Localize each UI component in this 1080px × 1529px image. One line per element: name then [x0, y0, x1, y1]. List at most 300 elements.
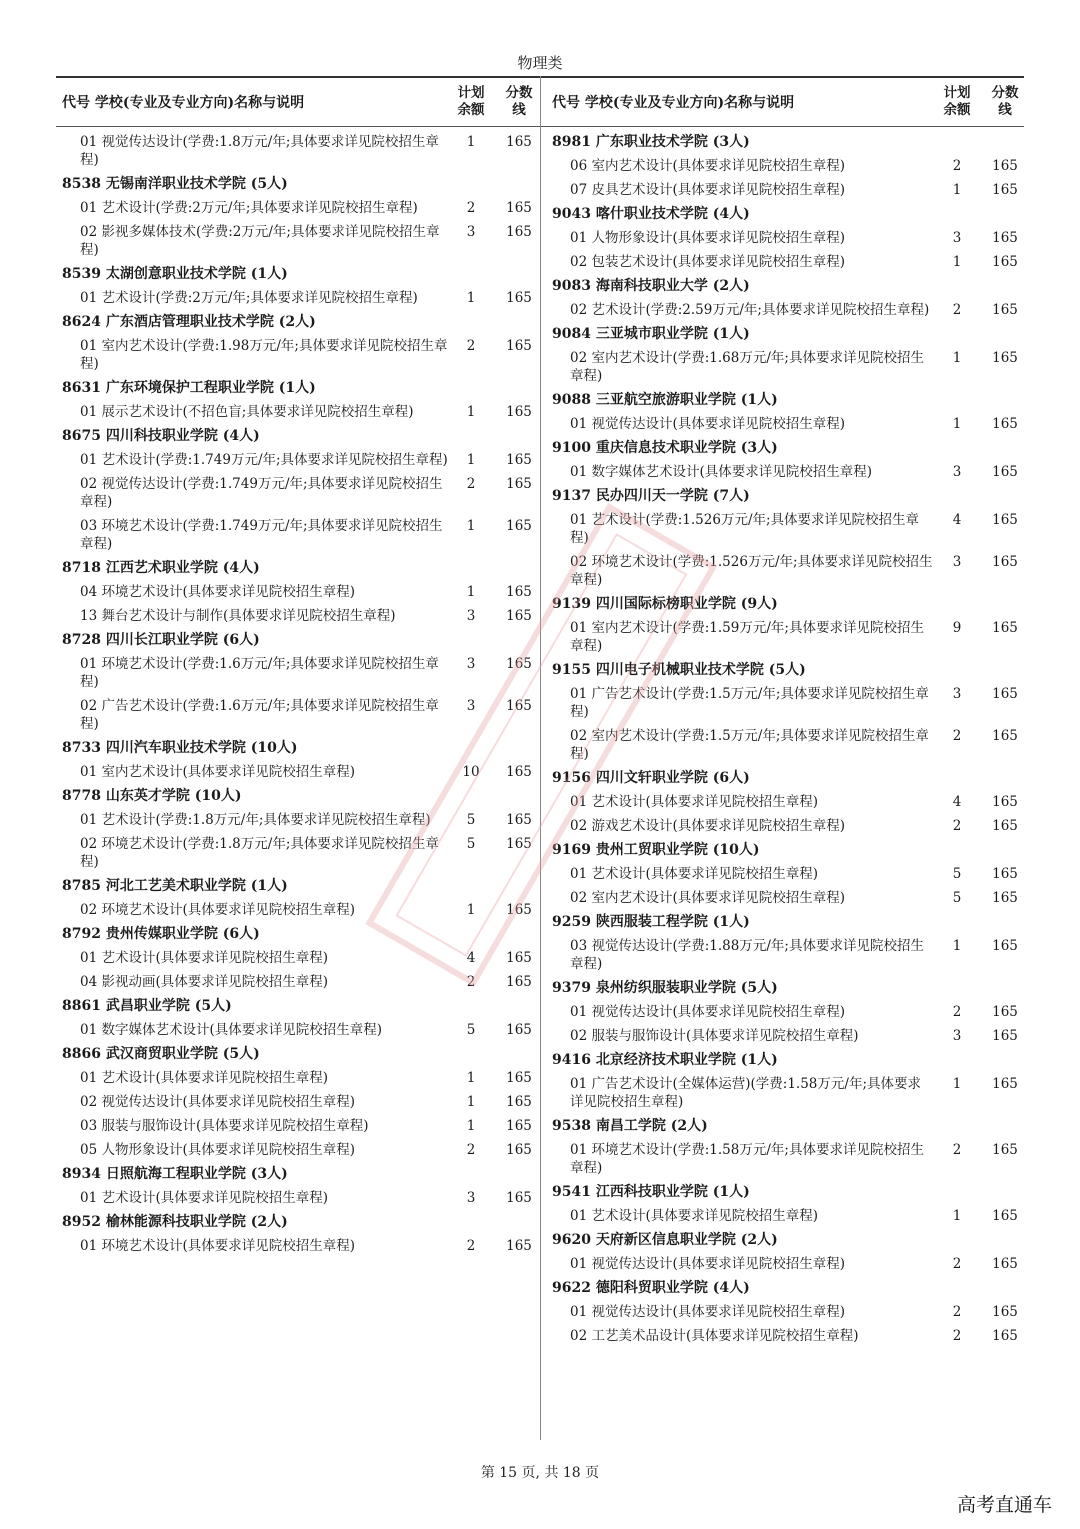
- major-score: 165: [506, 404, 532, 420]
- school-name: 四川文轩职业学院: [595, 770, 708, 786]
- major-title: 艺术设计(具体要求详见院校招生章程): [591, 866, 819, 882]
- major-row: [62, 604, 536, 628]
- school-header: [552, 274, 1022, 298]
- school-name: 德阳科贸职业学院: [595, 1280, 708, 1296]
- school-count: (5人): [250, 176, 288, 192]
- major-name: [62, 1189, 454, 1207]
- major-code: 01: [570, 230, 588, 246]
- major-score: 165: [992, 620, 1018, 636]
- major-code: 01: [570, 1004, 588, 1020]
- major-plan: 3: [466, 698, 476, 714]
- major-name: [552, 793, 940, 811]
- major-code: 02: [570, 350, 588, 366]
- table-header-left: [62, 80, 536, 124]
- major-row: [62, 334, 536, 376]
- school-count: (4人): [222, 560, 260, 576]
- major-score: 165: [506, 764, 532, 780]
- major-row: [552, 154, 1022, 178]
- major-score: 165: [506, 812, 532, 828]
- school-code: 9100: [552, 440, 591, 456]
- major-name: [552, 1141, 940, 1177]
- school-code: 9538: [552, 1118, 591, 1134]
- school-name: 三亚航空旅游职业学院: [595, 392, 736, 408]
- school-code: 8861: [62, 998, 101, 1014]
- major-title: 室内艺术设计(具体要求详见院校招生章程): [101, 764, 356, 780]
- major-row: [552, 862, 1022, 886]
- major-title: 环境艺术设计(具体要求详见院校招生章程): [101, 1238, 356, 1254]
- major-code: 02: [80, 836, 98, 852]
- major-name: [62, 949, 454, 967]
- major-row: [62, 760, 536, 784]
- major-plan: 10: [462, 764, 480, 780]
- major-name: [62, 1069, 454, 1087]
- major-title: 视觉传达设计(学费:1.749万元/年;具体要求详见院校招生章程): [80, 476, 443, 510]
- school-code: 9083: [552, 278, 591, 294]
- major-row: [62, 1138, 536, 1162]
- column-divider: [540, 76, 541, 1440]
- major-title: 服装与服饰设计(具体要求详见院校招生章程): [101, 1118, 369, 1134]
- major-name: [62, 403, 454, 421]
- major-code: 02: [570, 302, 588, 318]
- major-row: [62, 580, 536, 604]
- major-title: 影视动画(具体要求详见院校招生章程): [101, 974, 329, 990]
- major-plan: 2: [466, 974, 476, 990]
- major-name: [552, 1027, 940, 1045]
- school-header: [552, 838, 1022, 862]
- major-name: [552, 253, 940, 271]
- major-title: 视觉传达设计(具体要求详见院校招生章程): [591, 1004, 846, 1020]
- school-header: [62, 736, 536, 760]
- major-score: 165: [506, 1094, 532, 1110]
- major-title: 视觉传达设计(学费:1.88万元/年;具体要求详见院校招生章程): [570, 938, 924, 972]
- school-count: (3人): [250, 1166, 288, 1182]
- major-plan: 3: [466, 1190, 476, 1206]
- major-name: [62, 289, 454, 307]
- major-name: [552, 463, 940, 481]
- major-name: [62, 655, 454, 691]
- school-header: [62, 424, 536, 448]
- major-title: 环境艺术设计(学费:1.526万元/年;具体要求详见院校招生章程): [570, 554, 933, 588]
- school-count: (1人): [712, 326, 750, 342]
- major-name: [62, 1237, 454, 1255]
- major-code: 02: [80, 224, 98, 240]
- major-score: 165: [506, 290, 532, 306]
- major-score: 165: [506, 902, 532, 918]
- major-title: 艺术设计(学费:1.8万元/年;具体要求详见院校招生章程): [101, 812, 431, 828]
- school-name: 泉州纺织服装职业学院: [595, 980, 736, 996]
- school-header: [62, 874, 536, 898]
- major-code: 02: [80, 476, 98, 492]
- major-plan: 5: [466, 1022, 476, 1038]
- major-row: [552, 226, 1022, 250]
- major-plan: 2: [466, 338, 476, 354]
- major-score: 165: [506, 974, 532, 990]
- school-name: 武汉商贸职业学院: [105, 1046, 218, 1062]
- major-code: 01: [80, 1022, 98, 1038]
- major-plan: 9: [952, 620, 962, 636]
- major-plan: 3: [466, 608, 476, 624]
- major-plan: 3: [466, 224, 476, 240]
- major-score: 165: [992, 1256, 1018, 1272]
- school-header: [62, 922, 536, 946]
- major-title: 艺术设计(学费:1.526万元/年;具体要求详见院校招生章程): [570, 512, 920, 546]
- school-name: 广东酒店管理职业技术学院: [105, 314, 274, 330]
- school-code: 9043: [552, 206, 591, 222]
- major-row: [552, 346, 1022, 388]
- major-score: 165: [506, 836, 532, 852]
- major-code: 01: [570, 1142, 588, 1158]
- major-title: 艺术设计(学费:2万元/年;具体要求详见院校招生章程): [101, 200, 418, 216]
- major-row: [62, 400, 536, 424]
- major-title: 室内艺术设计(学费:1.5万元/年;具体要求详见院校招生章程): [570, 728, 929, 762]
- major-row: [552, 616, 1022, 658]
- major-plan: 2: [466, 1142, 476, 1158]
- major-row: [552, 1204, 1022, 1228]
- major-row: [552, 298, 1022, 322]
- major-row: [62, 898, 536, 922]
- major-score: 165: [992, 1028, 1018, 1044]
- major-score: 165: [506, 584, 532, 600]
- school-code: 8934: [62, 1166, 101, 1182]
- major-plan: 1: [466, 902, 476, 918]
- major-score: 165: [992, 794, 1018, 810]
- major-row: [62, 946, 536, 970]
- major-title: 视觉传达设计(具体要求详见院校招生章程): [101, 1094, 356, 1110]
- school-name: 广东环境保护工程职业学院: [105, 380, 274, 396]
- school-count: (6人): [222, 926, 260, 942]
- school-name: 无锡南洋职业技术学院: [105, 176, 246, 192]
- major-code: 01: [80, 812, 98, 828]
- major-code: 07: [570, 182, 588, 198]
- school-name: 天府新区信息职业学院: [595, 1232, 736, 1248]
- school-code: 8631: [62, 380, 101, 396]
- major-name: [552, 685, 940, 721]
- school-count: (6人): [712, 770, 750, 786]
- major-title: 艺术设计(具体要求详见院校招生章程): [591, 1208, 819, 1224]
- header-plan: 计划余额: [457, 85, 485, 118]
- major-score: 165: [992, 464, 1018, 480]
- school-header: [552, 436, 1022, 460]
- school-code: 8733: [62, 740, 101, 756]
- major-score: 165: [506, 518, 532, 534]
- major-name: [62, 901, 454, 919]
- school-header: [62, 556, 536, 580]
- major-title: 包装艺术设计(具体要求详见院校招生章程): [591, 254, 846, 270]
- school-header: [62, 172, 536, 196]
- school-name: 海南科技职业大学: [595, 278, 708, 294]
- major-plan: 3: [466, 656, 476, 672]
- school-header: [552, 484, 1022, 508]
- school-code: 9379: [552, 980, 591, 996]
- major-score: 165: [992, 554, 1018, 570]
- major-code: 03: [80, 1118, 98, 1134]
- major-row: [62, 130, 536, 172]
- school-name: 重庆信息技术职业学院: [595, 440, 736, 456]
- major-plan: 1: [466, 134, 476, 150]
- school-header: [552, 976, 1022, 1000]
- major-row: [552, 682, 1022, 724]
- major-plan: 5: [466, 836, 476, 852]
- school-code: 8785: [62, 878, 101, 894]
- major-name: [62, 1093, 454, 1111]
- major-plan: 2: [466, 1238, 476, 1254]
- major-title: 工艺美术品设计(具体要求详见院校招生章程): [591, 1328, 859, 1344]
- school-header: [62, 628, 536, 652]
- major-row: [62, 220, 536, 262]
- major-title: 艺术设计(具体要求详见院校招生章程): [591, 794, 819, 810]
- major-name: [552, 157, 940, 175]
- major-name: [552, 727, 940, 763]
- major-row: [62, 196, 536, 220]
- school-name: 江西艺术职业学院: [105, 560, 218, 576]
- major-plan: 2: [952, 1142, 962, 1158]
- major-name: [552, 1075, 940, 1111]
- major-score: 165: [992, 512, 1018, 528]
- major-score: 165: [506, 134, 532, 150]
- major-title: 数字媒体艺术设计(具体要求详见院校招生章程): [101, 1022, 383, 1038]
- major-name: [62, 763, 454, 781]
- major-score: 165: [992, 230, 1018, 246]
- major-row: [62, 652, 536, 694]
- major-score: 165: [506, 200, 532, 216]
- major-plan: 1: [952, 1208, 962, 1224]
- major-row: [552, 1252, 1022, 1276]
- major-title: 影视多媒体技术(学费:2万元/年;具体要求详见院校招生章程): [80, 224, 440, 258]
- school-count: (10人): [712, 842, 760, 858]
- major-code: 01: [80, 290, 98, 306]
- major-title: 游戏艺术设计(具体要求详见院校招生章程): [591, 818, 846, 834]
- school-count: (6人): [222, 632, 260, 648]
- school-code: 8624: [62, 314, 101, 330]
- major-name: [62, 451, 454, 469]
- school-count: (4人): [712, 206, 750, 222]
- school-count: (3人): [740, 440, 778, 456]
- major-row: [62, 1090, 536, 1114]
- major-score: 165: [506, 656, 532, 672]
- major-name: [62, 337, 454, 373]
- major-title: 室内艺术设计(学费:1.68万元/年;具体要求详见院校招生章程): [570, 350, 924, 384]
- school-code: 9622: [552, 1280, 591, 1296]
- major-row: [62, 448, 536, 472]
- school-name: 民办四川天一学院: [595, 488, 708, 504]
- school-name: 北京经济技术职业学院: [595, 1052, 736, 1068]
- school-header: [552, 1048, 1022, 1072]
- school-header: [552, 322, 1022, 346]
- major-plan: 2: [952, 728, 962, 744]
- major-code: 02: [80, 1094, 98, 1110]
- major-plan: 5: [952, 890, 962, 906]
- school-header: [552, 202, 1022, 226]
- major-plan: 1: [466, 1070, 476, 1086]
- major-row: [552, 250, 1022, 274]
- major-plan: 3: [952, 230, 962, 246]
- major-name: [552, 181, 940, 199]
- school-name: 喀什职业技术学院: [595, 206, 708, 222]
- major-plan: 2: [466, 476, 476, 492]
- major-score: 165: [992, 416, 1018, 432]
- major-score: 165: [992, 158, 1018, 174]
- major-score: 165: [506, 1022, 532, 1038]
- school-header: [552, 592, 1022, 616]
- school-header: [552, 130, 1022, 154]
- page-title: 物理类: [517, 54, 563, 72]
- major-code: 01: [570, 866, 588, 882]
- major-code: 01: [570, 416, 588, 432]
- school-name: 陕西服装工程学院: [595, 914, 708, 930]
- school-count: (4人): [222, 428, 260, 444]
- major-name: [552, 511, 940, 547]
- major-code: 01: [80, 338, 98, 354]
- school-header: [552, 1276, 1022, 1300]
- major-row: [62, 832, 536, 874]
- major-score: 165: [992, 302, 1018, 318]
- major-title: 视觉传达设计(具体要求详见院校招生章程): [591, 1304, 846, 1320]
- school-header: [552, 910, 1022, 934]
- school-header: [62, 376, 536, 400]
- major-code: 04: [80, 584, 98, 600]
- school-name: 榆林能源科技职业学院: [105, 1214, 246, 1230]
- major-code: 01: [570, 620, 588, 636]
- school-header: [552, 1228, 1022, 1252]
- major-name: [552, 865, 940, 883]
- major-name: [552, 1303, 940, 1321]
- major-score: 165: [506, 1238, 532, 1254]
- major-code: 01: [570, 794, 588, 810]
- major-score: 165: [506, 476, 532, 492]
- school-name: 河北工艺美术职业学院: [105, 878, 246, 894]
- major-row: [62, 1066, 536, 1090]
- major-plan: 2: [466, 200, 476, 216]
- major-name: [62, 1117, 454, 1135]
- major-title: 广告艺术设计(学费:1.6万元/年;具体要求详见院校招生章程): [80, 698, 439, 732]
- major-plan: 4: [466, 950, 476, 966]
- major-row: [552, 550, 1022, 592]
- major-score: 165: [992, 866, 1018, 882]
- school-name: 太湖创意职业技术学院: [105, 266, 246, 282]
- major-title: 皮具艺术设计(具体要求详见院校招生章程): [591, 182, 846, 198]
- major-row: [62, 970, 536, 994]
- major-plan: 1: [466, 584, 476, 600]
- school-count: (9人): [740, 596, 778, 612]
- header-plan: 计划余额: [943, 85, 971, 118]
- major-code: 02: [570, 890, 588, 906]
- major-score: 165: [506, 608, 532, 624]
- major-title: 室内艺术设计(学费:1.98万元/年;具体要求详见院校招生章程): [80, 338, 448, 372]
- major-score: 165: [992, 1328, 1018, 1344]
- major-row: [62, 1114, 536, 1138]
- major-code: 13: [80, 608, 98, 624]
- major-code: 01: [570, 512, 588, 528]
- major-plan: 1: [952, 416, 962, 432]
- school-count: (10人): [194, 788, 242, 804]
- major-plan: 3: [952, 554, 962, 570]
- major-row: [62, 1018, 536, 1042]
- major-plan: 4: [952, 794, 962, 810]
- major-title: 视觉传达设计(学费:1.8万元/年;具体要求详见院校招生章程): [80, 134, 439, 168]
- major-name: [552, 1255, 940, 1273]
- major-code: 02: [570, 1028, 588, 1044]
- school-count: (2人): [740, 1232, 778, 1248]
- major-plan: 1: [466, 1094, 476, 1110]
- major-row: [552, 178, 1022, 202]
- major-title: 服装与服饰设计(具体要求详见院校招生章程): [591, 1028, 859, 1044]
- major-code: 01: [80, 200, 98, 216]
- major-row: [552, 790, 1022, 814]
- school-name: 贵州工贸职业学院: [595, 842, 708, 858]
- major-plan: 1: [952, 254, 962, 270]
- school-header: [552, 388, 1022, 412]
- school-code: 8981: [552, 134, 591, 150]
- school-code: 9084: [552, 326, 591, 342]
- major-score: 165: [506, 224, 532, 240]
- major-plan: 1: [952, 350, 962, 366]
- major-title: 环境艺术设计(学费:1.749万元/年;具体要求详见院校招生章程): [80, 518, 443, 552]
- school-name: 四川科技职业学院: [105, 428, 218, 444]
- major-name: [62, 811, 454, 829]
- major-title: 环境艺术设计(学费:1.6万元/年;具体要求详见院校招生章程): [80, 656, 439, 690]
- major-score: 165: [992, 350, 1018, 366]
- major-row: [62, 808, 536, 832]
- school-code: 9259: [552, 914, 591, 930]
- major-code: 01: [80, 1238, 98, 1254]
- major-name: [552, 229, 940, 247]
- major-name: [552, 1003, 940, 1021]
- school-code: 9155: [552, 662, 591, 678]
- school-count: (2人): [250, 1214, 288, 1230]
- major-plan: 1: [466, 290, 476, 306]
- school-name: 四川长江职业学院: [105, 632, 218, 648]
- major-name: [552, 889, 940, 907]
- school-header: [62, 262, 536, 286]
- major-row: [552, 412, 1022, 436]
- school-count: (5人): [222, 1046, 260, 1062]
- page-footer: 第 15 页, 共 18 页: [480, 1465, 600, 1481]
- major-name: [552, 553, 940, 589]
- major-score: 165: [992, 1142, 1018, 1158]
- major-plan: 1: [952, 1076, 962, 1092]
- school-code: 8538: [62, 176, 101, 192]
- major-score: 165: [992, 182, 1018, 198]
- school-name: 武昌职业学院: [105, 998, 190, 1014]
- school-count: (1人): [712, 1184, 750, 1200]
- major-name: [552, 817, 940, 835]
- major-title: 艺术设计(具体要求详见院校招生章程): [101, 1190, 329, 1206]
- school-name: 南昌工学院: [595, 1118, 666, 1134]
- major-code: 01: [570, 1076, 588, 1092]
- school-code: 8952: [62, 1214, 101, 1230]
- school-count: (4人): [712, 1280, 750, 1296]
- major-row: [552, 460, 1022, 484]
- major-code: 02: [570, 1328, 588, 1344]
- school-code: 9169: [552, 842, 591, 858]
- major-name: [552, 1327, 940, 1345]
- school-code: 9416: [552, 1052, 591, 1068]
- school-count: (1人): [278, 380, 316, 396]
- major-title: 人物形象设计(具体要求详见院校招生章程): [591, 230, 846, 246]
- major-code: 01: [80, 950, 98, 966]
- major-plan: 1: [466, 518, 476, 534]
- major-code: 06: [570, 158, 588, 174]
- major-plan: 3: [952, 1028, 962, 1044]
- major-score: 165: [506, 1070, 532, 1086]
- school-name: 贵州传媒职业学院: [105, 926, 218, 942]
- major-name: [62, 517, 454, 553]
- major-name: [552, 619, 940, 655]
- major-name: [62, 607, 454, 625]
- school-name: 山东英才学院: [105, 788, 190, 804]
- major-plan: 2: [952, 1256, 962, 1272]
- major-row: [62, 694, 536, 736]
